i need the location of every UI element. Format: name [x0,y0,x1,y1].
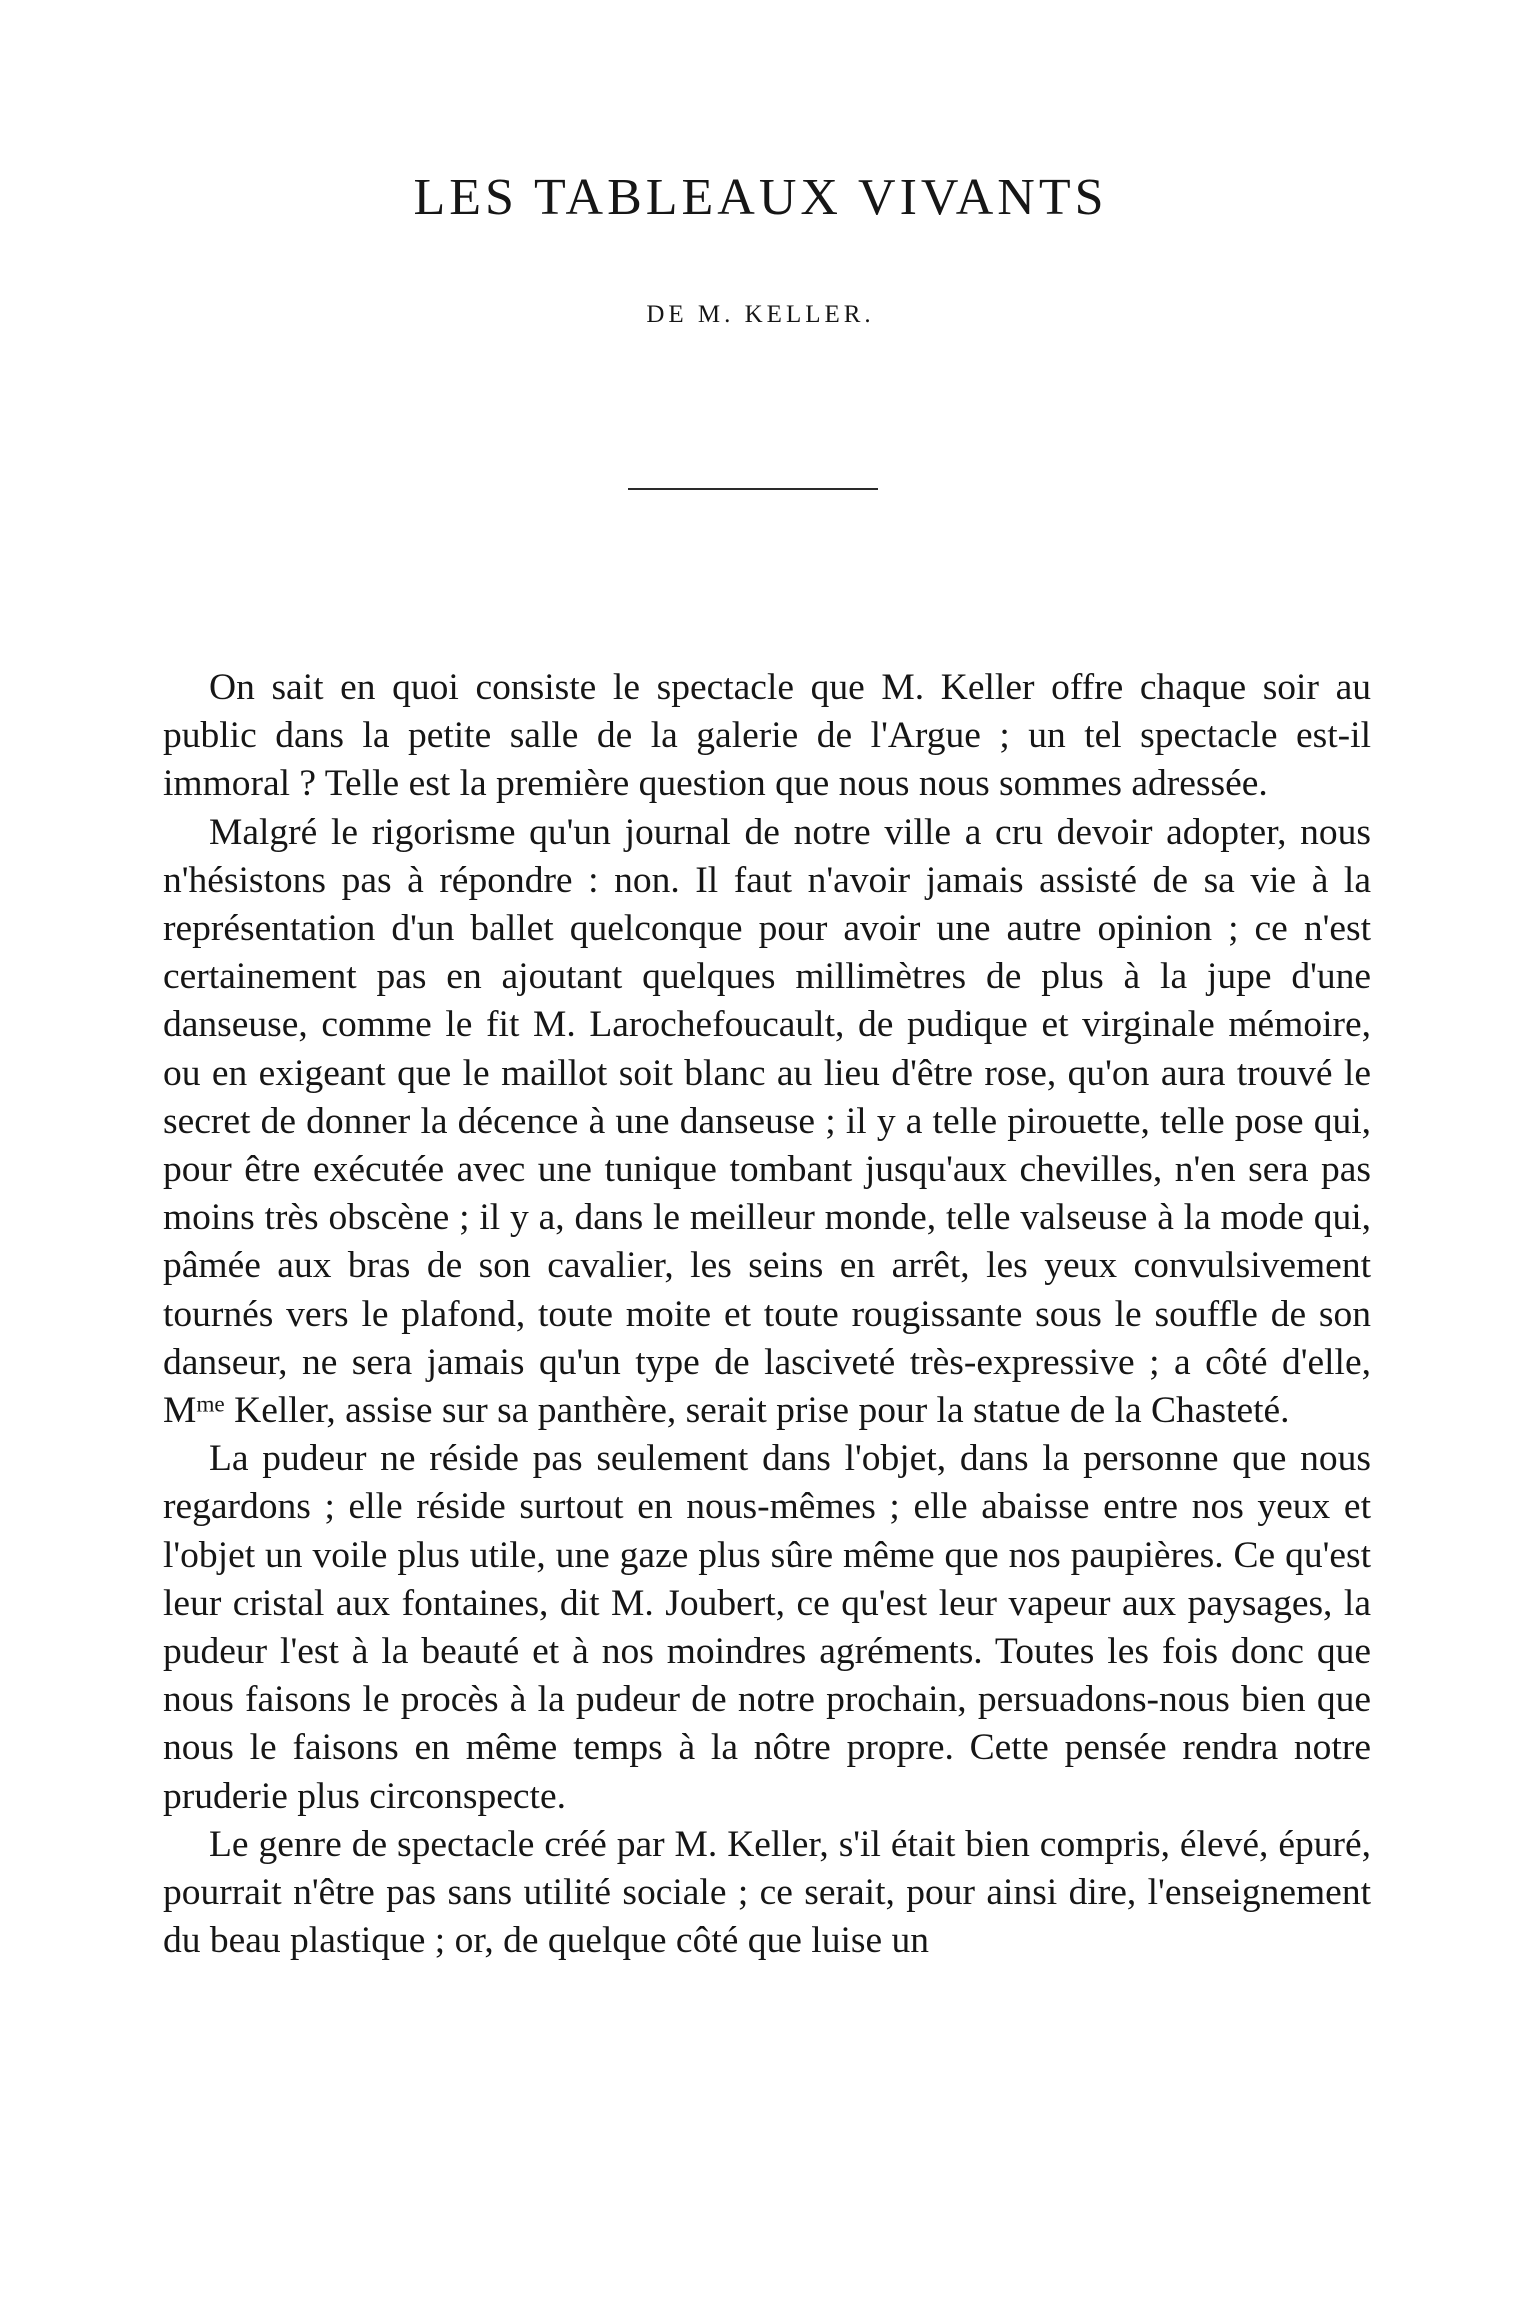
paragraph-2-text-b: Keller, assise sur sa panthère, serait prise pour la statue de la Chasteté. [224,1390,1290,1432]
paragraph-1: On sait en quoi consiste le spectacle que M. Keller offre chaque soir au public dans la petite salle de la galerie de l'Argue ; un tel spectacle est-il immoral ? Telle est la première question que nous nous sommes adressée. [163,667,1371,805]
paragraph-2-text-a: Malgré le rigorisme qu'un journal de notre ville a cru devoir adopter, nous n'hésistons pas à répondre : non. Il faut n'avoir jamais assisté de sa vie à la représentation d'un ballet quelconque pour avoir une autre opinion ; ce n'est certainement pas en ajoutant quelques millimètres de plus à la jupe d'une danseuse, comme le fit M. Larochefoucault, de pudique et virginale mémoire, ou en exigeant que le maillot soit blanc au lieu d'être rose, qu'on aura trouvé le secret de donner la décence à une danseuse ; il y a telle pirouette, telle pose qui, pour être exécutée avec une tunique tombant jusqu'aux chevilles, n'en sera pas moins très obscène ; il y a, dans le meilleur monde, telle valseuse à la mode qui, pâmée aux bras de son cavalier, les seins en arrêt, les yeux convulsivement tournés vers le plafond, toute moite et toute rougissante sous le souffle de son danseur, ne sera jamais qu'un type de lasciveté très-expressive ; a côté d'elle, M [163,811,1371,1432]
article-body [163,664,1371,1965]
article-subtitle: DE M. KELLER. [646,301,875,328]
section-divider [628,488,878,490]
paragraph-2 [163,809,1371,1436]
paragraph-2-superscript: me [196,1391,225,1418]
paragraph-3: La pudeur ne réside pas seulement dans l'objet, dans la personne que nous regardons ; elle réside surtout en nous-mêmes ; elle abaisse entre nos yeux et l'objet un voile plus utile, une gaze plus sûre même que nos paupières. Ce qu'est leur cristal aux fontaines, dit M. Joubert, ce qu'est leur vapeur aux paysages, la pudeur l'est à la beauté et à nos moindres agréments. Toutes les fois donc que nous faisons le procès à la pudeur de notre prochain, persuadons-nous bien que nous le faisons en même temps à la nôtre propre. Cette pensée rendra notre pruderie plus circonspecte. [163,1438,1371,1817]
article-title: LES TABLEAUX VIVANTS [413,169,1108,226]
paragraph-4: Le genre de spectacle créé par M. Keller, s'il était bien compris, élevé, épuré, pourrait n'être pas sans utilité sociale ; ce serait, pour ainsi dire, l'enseignement du beau plastique ; or, de quelque côté que luise un [163,1823,1371,1962]
